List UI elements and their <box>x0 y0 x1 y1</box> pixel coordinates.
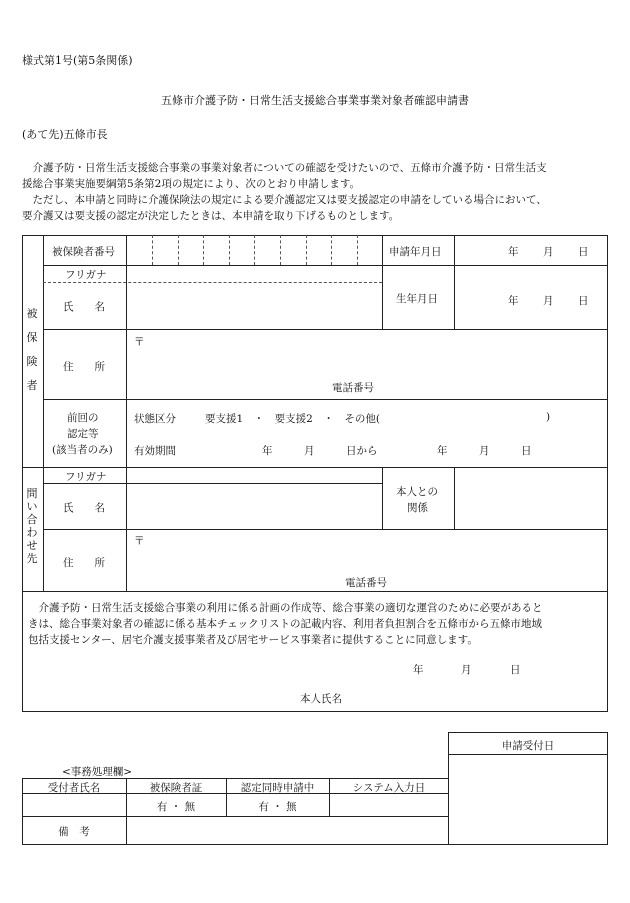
simultaneous-application-choice[interactable]: 有 ・ 無 <box>258 801 297 813</box>
signature-label: 本人氏名 <box>300 693 342 705</box>
relation-label-1: 本人との <box>396 486 438 498</box>
receipt-date-field[interactable] <box>449 755 607 844</box>
birth-date-label: 生年月日 <box>396 293 438 305</box>
valid-from[interactable]: 年 月 日から <box>262 445 378 457</box>
form-number: 様式第1号(第5条関係) <box>22 54 133 67</box>
status-close-paren: ) <box>546 411 551 423</box>
system-input-date-field[interactable] <box>330 794 448 815</box>
receipt-date-header: 申請受付日 <box>501 740 555 752</box>
signature-field[interactable] <box>350 686 600 706</box>
contact-furigana-label: フリガナ <box>65 471 107 483</box>
receiver-name-field[interactable] <box>23 794 125 815</box>
status-label: 状態区分 <box>134 413 176 425</box>
col-simultaneous-application: 認定同時申請中 <box>240 782 315 794</box>
postal-mark: 〒 <box>134 336 145 348</box>
prev-label-1: 前回の <box>67 412 99 424</box>
consent-date-year[interactable]: 年 <box>413 664 424 676</box>
apply-date-field[interactable]: 年 月 日 <box>508 246 589 258</box>
intro-line-4: 要介護又は要支援の認定が決定したときは、本申請を取り下げるものとします。 <box>22 210 400 222</box>
insured-name-label: 氏 名 <box>63 301 105 313</box>
consent-date-day[interactable]: 日 <box>510 664 521 676</box>
consent-line-1: 介護予防・日常生活支援総合事業の利用に係る計画の作成等、総合事業の適切な運営のために必要があると <box>28 602 543 614</box>
form-title: 五條市介護予防・日常生活支援総合事業事業対象者確認申請書 <box>161 94 469 107</box>
apply-date-label: 申請年月日 <box>389 246 442 258</box>
remarks-label: 備 考 <box>58 826 90 838</box>
office-section-title: <事務処理欄> <box>62 766 133 778</box>
consent-line-3: 包括支援センター、居宅介護支援事業者及び居宅サービス事業者に提供することに同意します。 <box>28 634 478 646</box>
birth-date-field[interactable]: 年 月 日 <box>508 295 589 307</box>
consent-date-month[interactable]: 月 <box>461 664 472 676</box>
col-insurance-card: 被保険者証 <box>149 782 203 794</box>
insured-furigana-field[interactable] <box>127 266 381 282</box>
insured-section-label: 被 保 険 者 <box>26 307 38 392</box>
insured-number-field[interactable] <box>127 236 381 264</box>
contact-furigana-field[interactable] <box>127 468 381 483</box>
insured-number-label: 被保険者番号 <box>52 246 115 258</box>
contact-phone-label: 電話番号 <box>345 577 387 589</box>
relation-label-2: 関係 <box>407 502 428 514</box>
intro-line-2: 援総合事業実施要綱第5条第2項の規定により、次のとおり申請します。 <box>22 178 361 190</box>
valid-period-label: 有効期間 <box>134 445 176 457</box>
col-system-input-date: システム入力日 <box>352 782 426 794</box>
insured-furigana-label: フリガナ <box>65 269 107 281</box>
relation-field[interactable] <box>455 468 607 528</box>
insured-phone-label: 電話番号 <box>332 382 374 394</box>
intro-line-1: 介護予防・日常生活支援総合事業の事業対象者についての確認を受けたいので、五條市介護予防・日常生活支 <box>22 162 547 174</box>
status-options[interactable]: 要支援1 ・ 要支援2 ・ その他( <box>205 413 380 425</box>
insured-name-field[interactable] <box>127 283 381 328</box>
addressee: (あて先)五條市長 <box>22 128 108 141</box>
contact-name-label: 氏 名 <box>63 502 105 514</box>
intro-line-3: ただし、本申請と同時に介護保険法の規定による要介護認定又は要支援認定の申請をしている場合において、 <box>22 194 547 206</box>
contact-section-label: 問 い 合 わ せ 先 <box>26 487 38 565</box>
contact-postal-mark: 〒 <box>134 535 145 547</box>
consent-line-2: きは、総合事業対象者の確認に係る基本チェックリストの記載内容、利用者負担割合を五條市から五條市地域 <box>28 618 542 630</box>
prev-label-2: 認定等 <box>67 428 99 440</box>
insured-address-field[interactable] <box>127 330 607 398</box>
contact-address-label: 住 所 <box>63 557 105 569</box>
valid-to[interactable]: 年 月 日 <box>437 445 532 457</box>
col-receiver-name: 受付者氏名 <box>47 782 101 794</box>
contact-name-field[interactable] <box>127 484 381 528</box>
prev-label-3: (該当者のみ) <box>52 444 113 456</box>
insurance-card-choice[interactable]: 有 ・ 無 <box>156 801 196 813</box>
remarks-field[interactable] <box>127 817 448 844</box>
insured-address-label: 住 所 <box>63 361 105 373</box>
contact-address-field[interactable] <box>127 530 607 590</box>
